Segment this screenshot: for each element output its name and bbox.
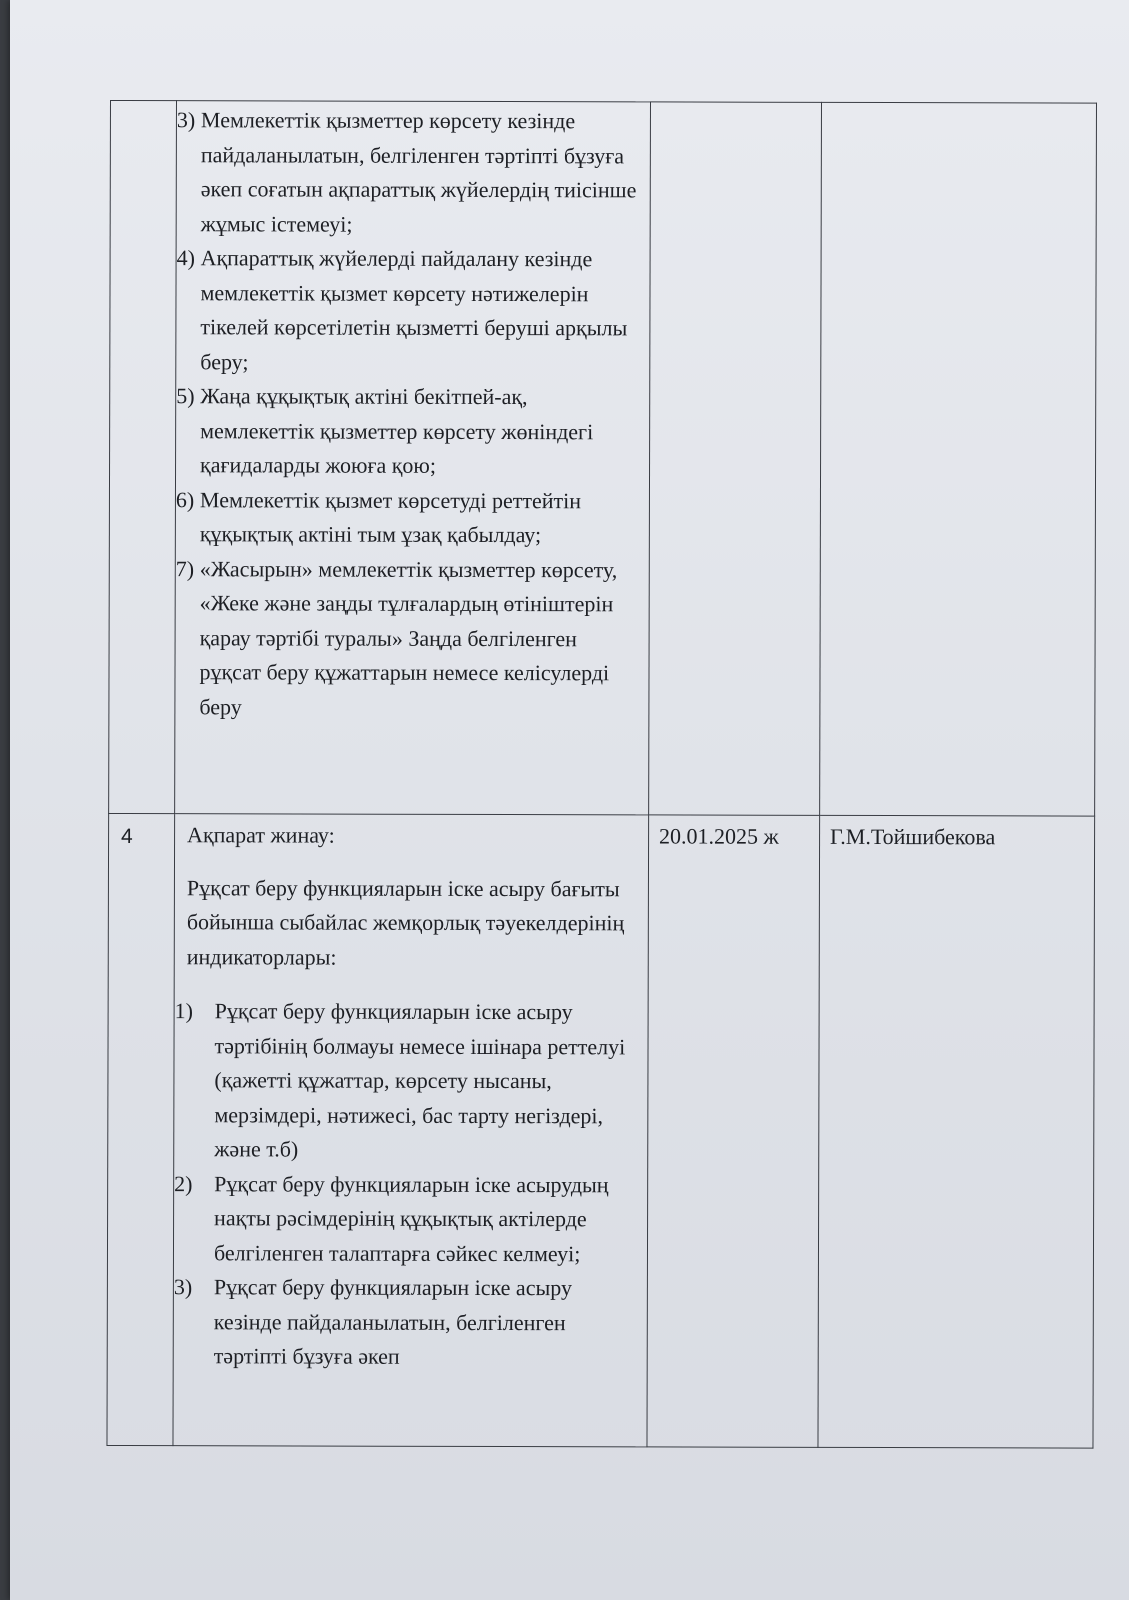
list-item [176,379,641,484]
list-item-number: 3) [173,1274,193,1300]
document-page [10,0,1129,1600]
responsible-cell: Г.М.Тойшибекова [818,815,1095,1448]
list-item [176,241,641,380]
list-item-number: 6) [175,486,195,512]
measure-cell [175,101,651,815]
list-item-number: 1) [174,998,193,1024]
list-item-text: Мемлекеттік қызметтер көрсету кезінде пайдаланылатын, белгіленген тәртіпті бұзуға әкеп соғатын ақпараттық жүйелердің тиісінше жұмыс істемеуі; [200,107,637,237]
row-number-cell [109,101,177,814]
list-item-number: 2) [174,1170,193,1196]
date-cell: 20.01.2025 ж [647,815,820,1447]
list-item [174,1167,639,1272]
list-item-text: Рұқсат беру функцияларын іске асырудың нақты рәсімдерінің құқықтық актілерде белгіленген талаптарға сәйкес келмеуі; [213,1170,609,1266]
table-row-continued [109,101,1097,817]
list-item-number: 7) [175,555,195,581]
list-item [174,1270,639,1375]
list-item [176,483,641,553]
list-item-text: Ақпараттық жүйелерді пайдалану кезінде мемлекеттік қызмет көрсету нәтижелерін тікелей көрсетілетін қызметті беруші арқылы беру; [200,245,628,374]
list-item [177,103,642,242]
list-item-number: 3) [176,107,196,133]
measure-cell [173,814,649,1447]
list-item-number: 4) [176,245,195,271]
list-item-text: Жаңа құқықтық актіні бекітпей-ақ, мемлекеттік қызметтер көрсету жөніндегі қағидаларды жоюға қою; [200,383,594,478]
measure-label: Ақпарат жинау: [187,822,335,848]
list-item [175,552,640,726]
date-cell [649,102,822,815]
responsible-cell [820,102,1097,816]
list-item-number: 5) [176,383,195,409]
list-item-text: Мемлекеттік қызмет көрсетуді реттейтін құқықтық актіні тым ұзақ қабылдау; [199,486,582,548]
measure-intro: Рұқсат беру функцияларын іске асыру бағыты бойынша сыбайлас жемқорлық тәуекелдерінің индикаторлары: [186,874,625,970]
list-item-text: «Жасырын» мемлекеттік қызметтер көрсету, «Жеке және заңды тұлғалардың өтініштерін қарау тәртібі туралы» Заңда белгіленген рұқсат беру құжаттарын немесе келісулерді беру [199,555,618,719]
table-row-4 [107,813,1095,1448]
row-number-cell: 4 [107,813,175,1445]
plan-table [106,100,1097,1449]
list-item-text: Рұқсат беру функцияларын іске асыру кезінде пайдаланылатын, белгіленген тәртіпті бұзуға әкеп [213,1274,573,1369]
list-item-text: Рұқсат беру функцияларын іске асыру тәртібінің болмауы немесе ішінара реттелуі (қажетті құжаттар, көрсету нысаны, мерзімдері, нәтижесі, бас тарту негіздері, және т.б) [214,998,626,1162]
indicator-list [175,101,650,725]
list-item [174,994,639,1168]
indicator-list [174,974,648,1375]
